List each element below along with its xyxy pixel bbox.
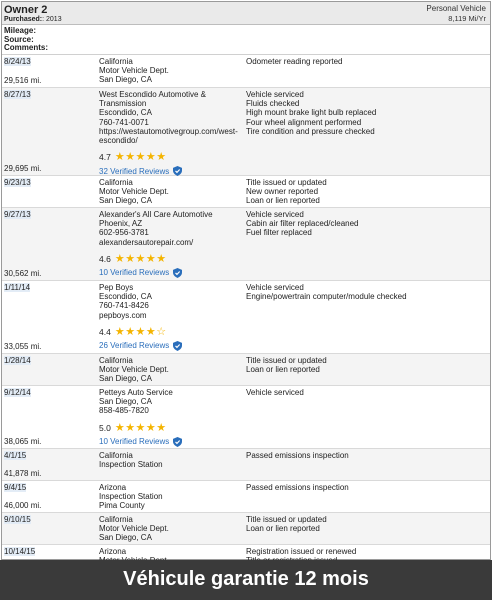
source-line: Arizona [99,547,127,556]
record-date-text: 4/1/15 [4,451,27,460]
record-date [4,388,31,397]
comments-cell [246,281,490,353]
odometer-reading: 29,695 mi. [4,163,42,173]
record-date [4,356,31,365]
star-rating-icons: ★★★★☆ [114,325,167,338]
verified-reviews-text: 10 Verified Reviews [99,268,170,278]
service-event: High mount brake light bulb replaced [246,108,377,118]
record-date-text: 8/27/13 [4,90,31,99]
history-row [2,449,490,481]
source-website-link[interactable]: escondido/ [99,136,138,146]
rating-value: 4.7 [99,152,111,163]
record-date-text: 1/11/14 [4,283,31,292]
source-line: California [99,178,133,187]
source-website-link[interactable]: alexandersautorepair.com/ [99,237,194,247]
record-date [4,90,31,99]
verified-shield-icon [173,166,182,176]
service-event: Vehicle serviced [246,90,304,99]
verified-reviews-text: 26 Verified Reviews [99,341,170,351]
odometer-reading: 30,562 mi. [4,268,42,278]
record-date [4,210,31,219]
date-cell [2,88,99,175]
shop-rating [99,326,246,339]
comments-label: Comments: [4,43,49,52]
verified-reviews-text: 10 Verified Reviews [99,437,170,446]
warranty-banner: Véhicule garantie 12 mois [0,560,492,600]
service-event: Loan or lien reported [246,196,320,206]
source-line: 602-956-3781 [99,228,149,238]
verified-reviews-link[interactable] [99,268,246,278]
service-event: New owner reported [246,187,319,197]
history-row [2,354,490,386]
source-line: San Diego, CA [99,533,152,543]
source-cell [99,281,246,353]
source-line: San Diego, CA [99,397,152,407]
star-rating-icons: ★★★★★ [114,421,167,434]
service-event: Fluids checked [246,99,300,109]
source-line: West Escondido Automotive & [99,90,207,99]
service-event: Cabin air filter replaced/cleaned [246,219,359,229]
comments-cell [246,176,490,207]
shop-rating [99,253,246,266]
owner-title: Owner 2 [4,4,48,16]
source-line: 760-741-8426 [99,301,149,311]
source-line: Alexander's All Care Automotive [99,210,213,219]
source-line: California [99,515,133,524]
source-cell [99,449,246,480]
source-cell [99,176,246,207]
verified-shield-icon [173,268,182,278]
source-website-link[interactable]: https://westautomotivegroup.com/west- [99,126,238,136]
source-line: San Diego, CA [99,196,152,206]
owner-purchased [4,16,62,23]
source-cell [99,354,246,385]
vehicle-type: Personal Vehicle [426,4,486,13]
date-cell [2,481,99,512]
service-event: Title issued or updated [246,356,327,365]
verified-reviews-link[interactable] [99,166,246,176]
verified-shield-icon [173,341,182,351]
comments-cell [246,449,490,480]
vehicle-history-panel [1,1,491,560]
history-row [2,281,490,354]
shop-rating [99,151,246,164]
source-line: Petteys Auto Service [99,388,173,397]
source-line: Pep Boys [99,283,134,292]
service-event: Vehicle serviced [246,210,304,219]
service-event: Engine/powertrain computer/module checked [246,292,407,302]
source-cell [99,386,246,448]
date-cell [2,513,99,544]
date-cell [2,354,99,385]
source-cell [99,481,246,512]
comments-cell [246,513,490,544]
record-date [4,283,30,292]
source-line: Escondido, CA [99,108,152,118]
odometer-reading: 38,065 mi. [4,436,42,446]
comments-cell [246,481,490,512]
history-row [2,208,490,281]
star-rating-icons: ★★★★★ [114,252,167,265]
history-row [2,176,490,208]
history-row [2,55,490,88]
comments-cell [246,208,490,280]
purchased-value: : 2013 [42,16,62,23]
column-legend [2,25,490,55]
record-date-text: 8/24/13 [4,57,31,66]
service-event: Passed emissions inspection [246,451,349,460]
comments-cell [246,354,490,385]
source-line: Escondido, CA [99,292,152,302]
service-event: Title issued or updated [246,178,327,187]
history-row [2,88,490,176]
star-rating-icons: ★★★★★ [114,151,167,164]
source-line: San Diego, CA [99,374,152,384]
record-date-text: 10/14/15 [4,547,36,556]
service-event: Loan or lien reported [246,365,320,375]
source-line: Motor Vehicle Dept. [99,365,169,375]
source-line: California [99,57,133,66]
record-date-text: 1/28/14 [4,356,31,365]
record-date [4,515,31,524]
owner-header [2,2,490,25]
record-date-text: 9/27/13 [4,210,31,219]
date-cell [2,176,99,207]
odometer-reading: 41,878 mi. [4,468,42,478]
comments-cell [246,88,490,175]
verified-shield-icon [173,437,182,447]
record-date [4,547,35,556]
verified-reviews-text: 32 Verified Reviews [99,166,170,176]
miles-per-year: 8,119 Mi/Yr [448,14,486,23]
purchased-label: Purchased: [4,16,43,23]
date-cell [2,449,99,480]
verified-reviews-link[interactable] [99,341,246,351]
service-event: Tire condition and pressure checked [246,126,375,136]
mileage-label: Mileage: [4,26,37,35]
shop-rating [99,422,246,435]
comments-cell [246,386,490,448]
source-line: Pima County [99,501,145,511]
source-website-link[interactable]: pepboys.com [99,310,147,320]
source-label: Source: [4,34,34,44]
record-list [2,55,490,577]
source-line: San Diego, CA [99,75,152,85]
record-date [4,57,31,66]
rating-value: 4.6 [99,253,111,264]
source-cell [99,88,246,175]
date-cell [2,55,99,87]
service-event: Vehicle serviced [246,283,304,292]
source-line: Arizona [99,483,127,492]
source-line: Inspection Station [99,492,163,502]
odometer-reading: 29,516 mi. [4,75,42,85]
record-date-text: 9/23/13 [4,178,31,187]
service-event: Title issued or updated [246,515,327,524]
source-line: California [99,451,133,460]
history-row [2,513,490,545]
date-cell [2,386,99,448]
source-line: Phoenix, AZ [99,219,143,229]
comments-cell [246,55,490,87]
source-line: Motor Vehicle Dept. [99,524,169,534]
history-row [2,481,490,513]
date-cell [2,208,99,280]
record-date-text: 9/4/15 [4,483,27,492]
record-date [4,483,26,492]
rating-value: 5.0 [99,422,111,433]
service-event: Registration issued or renewed [246,547,357,556]
source-line: Motor Vehicle Dept. [99,66,169,76]
source-cell [99,208,246,280]
source-line: Inspection Station [99,460,163,470]
source-line: 858-485-7820 [99,406,149,416]
odometer-reading: 33,055 mi. [4,341,42,351]
source-line: California [99,356,133,365]
date-cell [2,281,99,353]
record-date [4,178,31,187]
record-date-text: 9/12/14 [4,388,31,397]
source-cell [99,55,246,87]
service-event: Fuel filter replaced [246,228,312,238]
rating-value: 4.4 [99,326,111,337]
odometer-reading: 46,000 mi. [4,500,42,510]
source-line: Motor Vehicle Dept. [99,187,169,197]
verified-reviews-link[interactable] [99,437,246,447]
record-date-text: 9/10/15 [4,515,31,524]
source-line: 760-741-0071 [99,117,149,127]
service-event: Passed emissions inspection [246,483,349,492]
source-line: Transmission [99,99,147,109]
service-event: Odometer reading reported [246,57,343,66]
history-row [2,386,490,449]
record-date [4,451,26,460]
source-cell [99,513,246,544]
service-event: Loan or lien reported [246,524,320,534]
service-event: Vehicle serviced [246,388,304,397]
service-event: Four wheel alignment performed [246,117,362,127]
